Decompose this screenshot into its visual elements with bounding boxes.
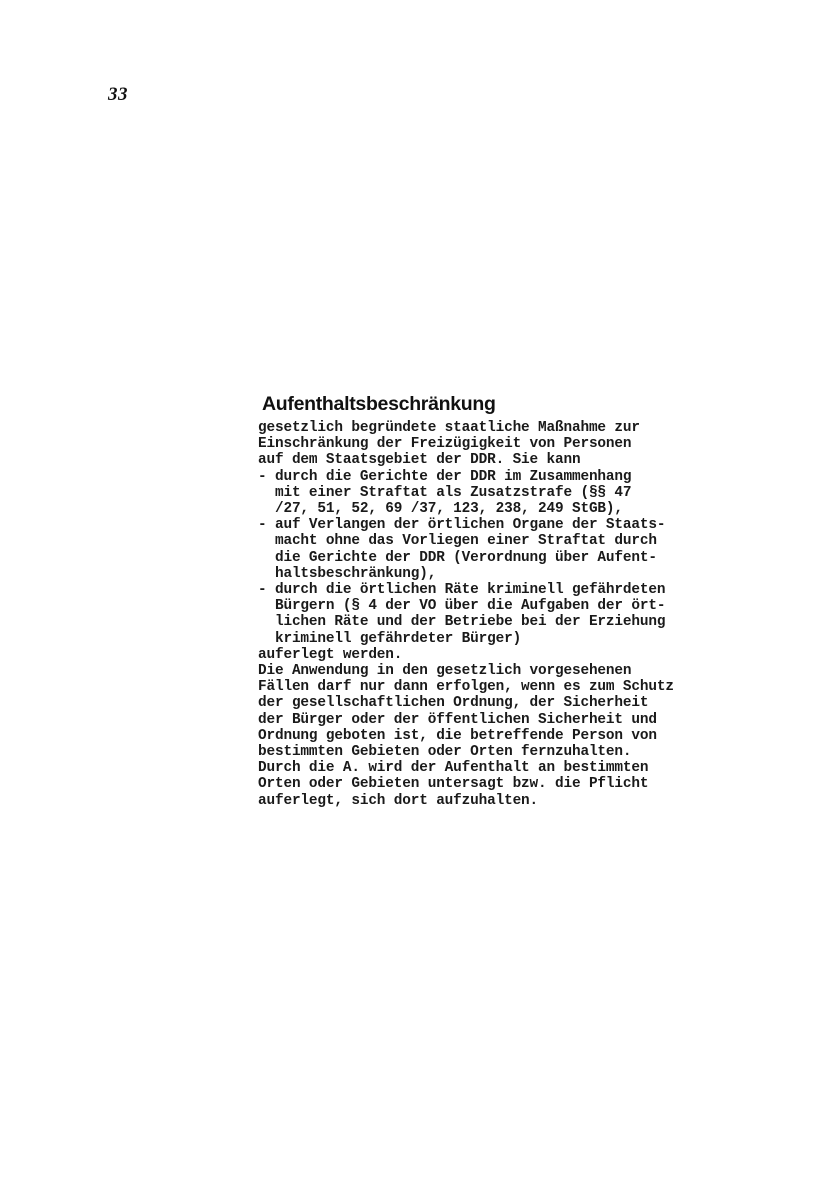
text-line: Die Anwendung in den gesetzlich vorgesehenen xyxy=(258,663,632,680)
list-item-line: - durch die örtlichen Räte kriminell gefährdeten xyxy=(258,582,666,599)
text-line: bestimmten Gebieten oder Orten fernzuhalten. xyxy=(258,744,632,761)
list-item-line: haltsbeschränkung), xyxy=(258,565,437,582)
text-line: auferlegt werden. xyxy=(258,646,403,663)
list-item-line: kriminell gefährdeter Bürger) xyxy=(258,630,522,647)
text-line: der Bürger oder der öffentlichen Sicherheit und xyxy=(258,711,657,728)
list-item-line: die Gerichte der DDR (Verordnung über Aufent- xyxy=(258,549,657,566)
text-line: gesetzlich begründete staatliche Maßnahme zur xyxy=(258,420,640,436)
dictionary-entry xyxy=(258,392,798,809)
list-item-line: mit einer Straftat als Zusatzstrafe (§§ 47 xyxy=(258,484,632,501)
text-line: Orten oder Gebieten untersagt bzw. die Pflicht xyxy=(258,776,649,793)
text-line: Ordnung geboten ist, die betreffende Person von xyxy=(258,727,657,744)
entry-body xyxy=(258,420,798,809)
text-line: Fällen darf nur dann erfolgen, wenn es zum Schutz xyxy=(258,679,674,696)
text-line: der gesellschaftlichen Ordnung, der Sicherheit xyxy=(258,695,649,712)
list-item-line: lichen Räte und der Betriebe bei der Erziehung xyxy=(258,614,666,631)
list-item-line: - durch die Gerichte der DDR im Zusammenhang xyxy=(258,468,632,485)
list-item-line: /27, 51, 52, 69 /37, 123, 238, 249 StGB), xyxy=(258,501,623,518)
list-item-line: macht ohne das Vorliegen einer Straftat durch xyxy=(258,533,657,550)
text-line: Einschränkung der Freizügigkeit von Personen xyxy=(258,436,632,453)
list-item-line: Bürgern (§ 4 der VO über die Aufgaben der ört- xyxy=(258,598,666,615)
list-item-line: - auf Verlangen der örtlichen Organe der Staats- xyxy=(258,517,666,534)
text-line: auf dem Staatsgebiet der DDR. Sie kann xyxy=(258,452,581,469)
text-line: auferlegt, sich dort aufzuhalten. xyxy=(258,792,539,809)
entry-title: Aufenthaltsbeschränkung xyxy=(262,393,496,415)
page-number: 33 xyxy=(108,84,128,105)
text-line: Durch die A. wird der Aufenthalt an bestimmten xyxy=(258,760,649,777)
